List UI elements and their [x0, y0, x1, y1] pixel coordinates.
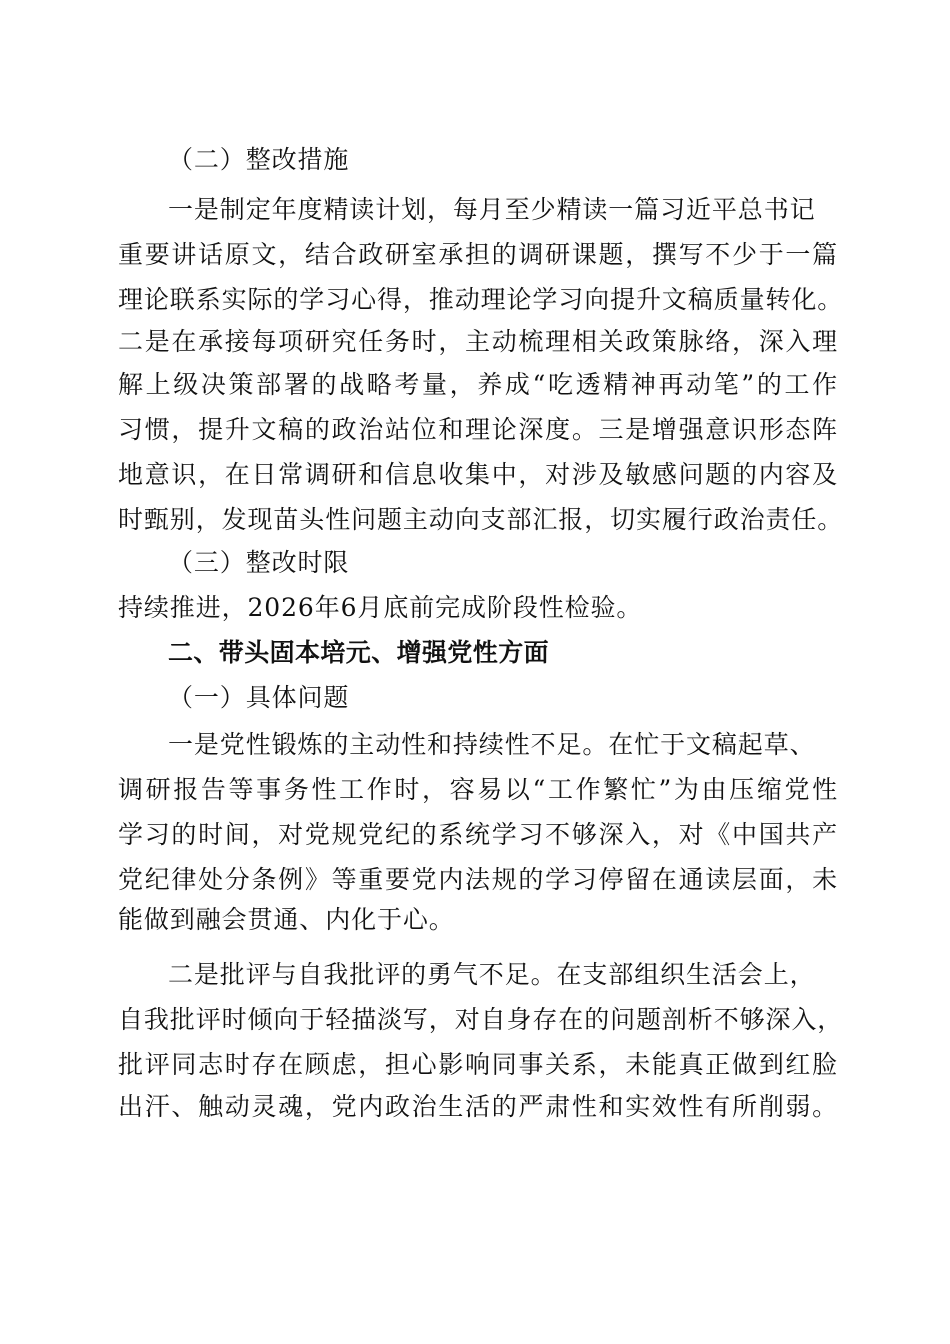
paragraph-line: 一是制定年度精读计划，每月至少精读一篇习近平总书记 — [168, 195, 816, 224]
paragraph-line: 党纪律处分条例》等重要党内法规的学习停留在通读层面，未 — [118, 865, 838, 894]
section-heading-deadline: （三）整改时限 — [168, 548, 350, 577]
paragraph-line: 一是党性锻炼的主动性和持续性不足。在忙于文稿起草、 — [168, 730, 816, 759]
paragraph-line: 自我批评时倾向于轻描淡写，对自身存在的问题剖析不够深入， — [118, 1005, 844, 1034]
paragraph-line: 能做到融会贯通、内化于心。 — [118, 905, 455, 934]
paragraph-line: 学习的时间，对党规党纪的系统学习不够深入，对《中国共产 — [118, 820, 838, 849]
paragraph-line: 地意识，在日常调研和信息收集中，对涉及敏感问题的内容及 — [118, 460, 838, 489]
paragraph-line: 二是在承接每项研究任务时，主动梳理相关政策脉络，深入理 — [118, 327, 838, 356]
paragraph-line: 调研报告等事务性工作时，容易以“工作繁忙”为由压缩党性 — [118, 775, 838, 804]
paragraph-line: 解上级决策部署的战略考量，养成“吃透精神再动笔”的工作 — [118, 370, 838, 399]
paragraph-line: 出汗、触动灵魂，党内政治生活的严肃性和实效性有所削弱。 — [118, 1092, 838, 1121]
section-heading-problems: （一）具体问题 — [168, 683, 350, 712]
paragraph-line: 理论联系实际的学习心得，推动理论学习向提升文稿质量转化。 — [118, 285, 844, 314]
paragraph-line: 习惯，提升文稿的政治站位和理论深度。三是增强意识形态阵 — [118, 415, 838, 444]
paragraph-line: 重要讲话原文，结合政研室承担的调研课题，撰写不少于一篇 — [118, 240, 838, 269]
paragraph-line: 时甄别，发现苗头性问题主动向支部汇报，切实履行政治责任。 — [118, 505, 844, 534]
deadline-text: 持续推进，2026年6月底前完成阶段性检验。 — [118, 593, 643, 622]
section-heading-measures: （二）整改措施 — [168, 145, 350, 174]
part-heading: 二、带头固本培元、增强党性方面 — [168, 638, 550, 667]
paragraph-line: 二是批评与自我批评的勇气不足。在支部组织生活会上， — [168, 960, 816, 989]
paragraph-line: 批评同志时存在顾虑，担心影响同事关系，未能真正做到红脸 — [118, 1050, 838, 1079]
